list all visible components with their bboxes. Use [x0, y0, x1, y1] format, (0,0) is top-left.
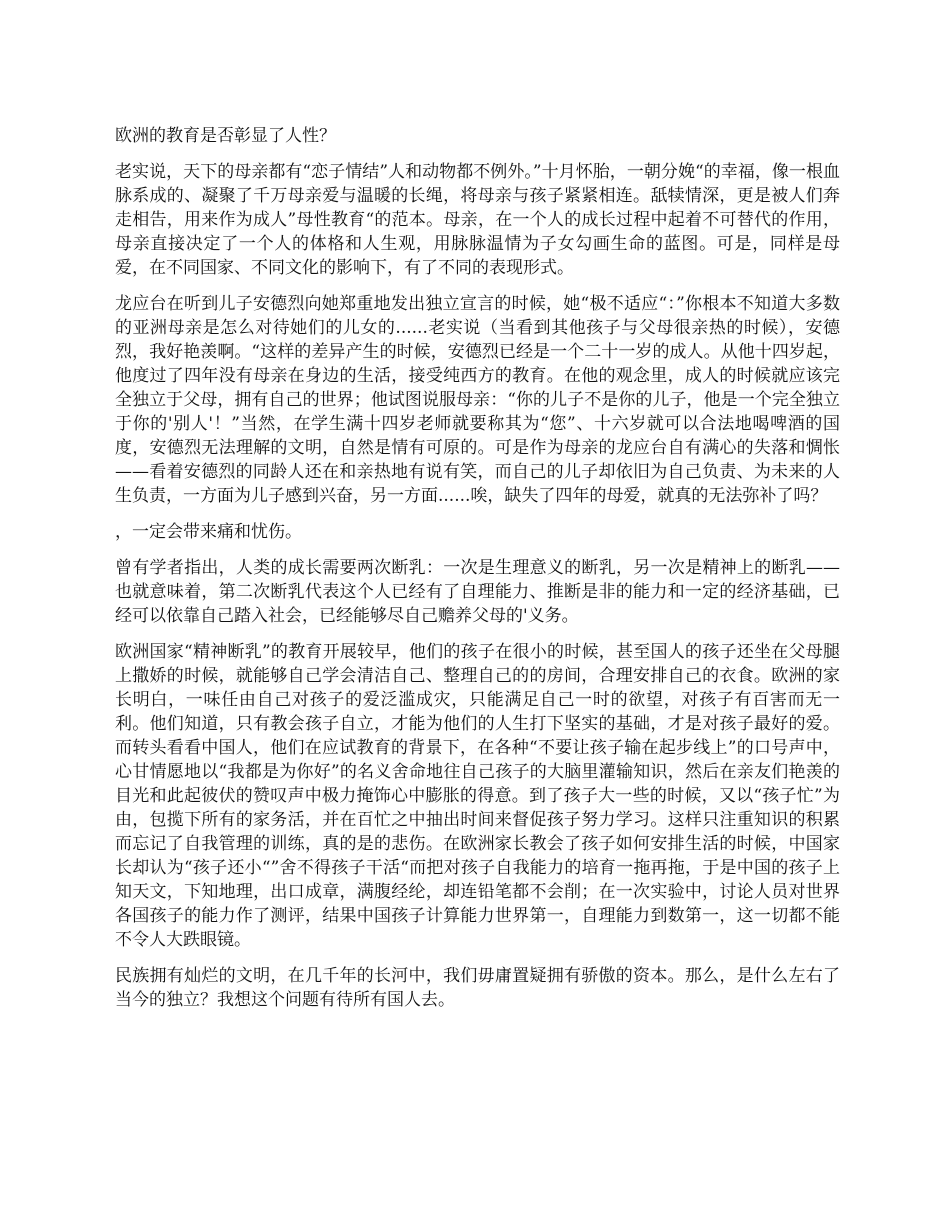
paragraph-6: 民族拥有灿烂的文明，在几千年的长河中，我们毋庸置疑拥有骄傲的资本。那么，是什么左右了当今的独立？我想这个问题有待所有国人去。	[115, 966, 840, 1010]
document-title: 欧洲的教育是否彰显了人性？	[115, 126, 336, 146]
document-body	[115, 124, 840, 1024]
paragraph-3: ，一定会带来痛和忧伤。	[115, 522, 302, 542]
paragraph-1: 老实说，天下的母亲都有“恋子情结”人和动物都不例外。”十月怀胎，一朝分娩“的幸福，像一根血脉系成的、凝聚了千万母亲爱与温暖的长绳，将母亲与孩子紧紧相连。舐犊情深，更是被人们奔走相告，用来作为成人”母性教育“的范本。母亲，在一个人的成长过程中起着不可替代的作用，母亲直接决定了一个人的体格和人生观，用脉脉温情为子女勾画生命的蓝图。可是，同样是母爱，在不同国家、不同文化的影响下，有了不同的表现形式。	[115, 162, 840, 278]
paragraph-2: 龙应台在听到儿子安德烈向她郑重地发出独立宣言的时候，她“极不适应“：”你根本不知道大多数的亚洲母亲是怎么对待她们的儿女的......老实说（当看到其他孩子与父母很亲热的时候），安德烈，我好艳羡啊。“这样的差异产生的时候，安德烈已经是一个二十一岁的成人。从他十四岁起，他度过了四年没有母亲在身边的生活，接受纯西方的教育。在他的观念里，成人的时候就应该完全独立于父母，拥有自己的世界；他试图说服母亲：“你的儿子不是你的儿子，他是一个完全独立于你的'别人'！”当然，在学生满十四岁老师就要称其为“您”、十六岁就可以合法地喝啤酒的国度，安德烈无法理解的文明，自然是情有可原的。可是作为母亲的龙应台自有满心的失落和惆怅——看着安德烈的同龄人还在和亲热地有说有笑，而自己的儿子却依旧为自己负责、为未来的人生负责，一方面为儿子感到兴奋，另一方面......唉，缺失了四年的母爱，就真的无法弥补了吗？	[115, 294, 840, 506]
paragraph-5: 欧洲国家“精神断乳”的教育开展较早，他们的孩子在很小的时候，甚至国人的孩子还坐在父母腿上撒娇的时候，就能够自己学会清洁自己、整理自己的的房间，合理安排自己的衣食。欧洲的家长明白，一味任由自己对孩子的爱泛滥成灾，只能满足自己一时的欲望，对孩子有百害而无一利。他们知道，只有教会孩子自立，才能为他们的人生打下坚实的基础，才是对孩子最好的爱。而转头看看中国人，他们在应试教育的背景下，在各种“不要让孩子输在起步线上”的口号声中，心甘情愿地以“我都是为你好”的名义舍命地往自己孩子的大脑里灌输知识，然后在亲友们艳羡的目光和此起彼伏的赞叹声中极力掩饰心中膨胀的得意。到了孩子大一些的时候，又以“孩子忙”为由，包揽下所有的家务活，并在百忙之中抽出时间来督促孩子努力学习。这样只注重知识的积累而忘记了自我管理的训练，真的是的悲伤。在欧洲家长教会了孩子如何安排生活的时候，中国家长却认为“孩子还小“”舍不得孩子干活“而把对孩子自我能力的培育一拖再拖，于是中国的孩子上知天文，下知地理，出口成章，满腹经纶，却连铅笔都不会削；在一次实验中，讨论人员对世界各国孩子的能力作了测评，结果中国孩子计算能力世界第一，自理能力到数第一，这一切都不能不令人大跌眼镜。	[115, 642, 840, 950]
paragraph-4: 曾有学者指出，人类的成长需要两次断乳：一次是生理意义的断乳，另一次是精神上的断乳——也就意味着，第二次断乳代表这个人已经有了自理能力、推断是非的能力和一定的经济基础，已经可以依靠自己踏入社会，已经能够尽自己赡养父母的'义务。	[115, 558, 840, 626]
